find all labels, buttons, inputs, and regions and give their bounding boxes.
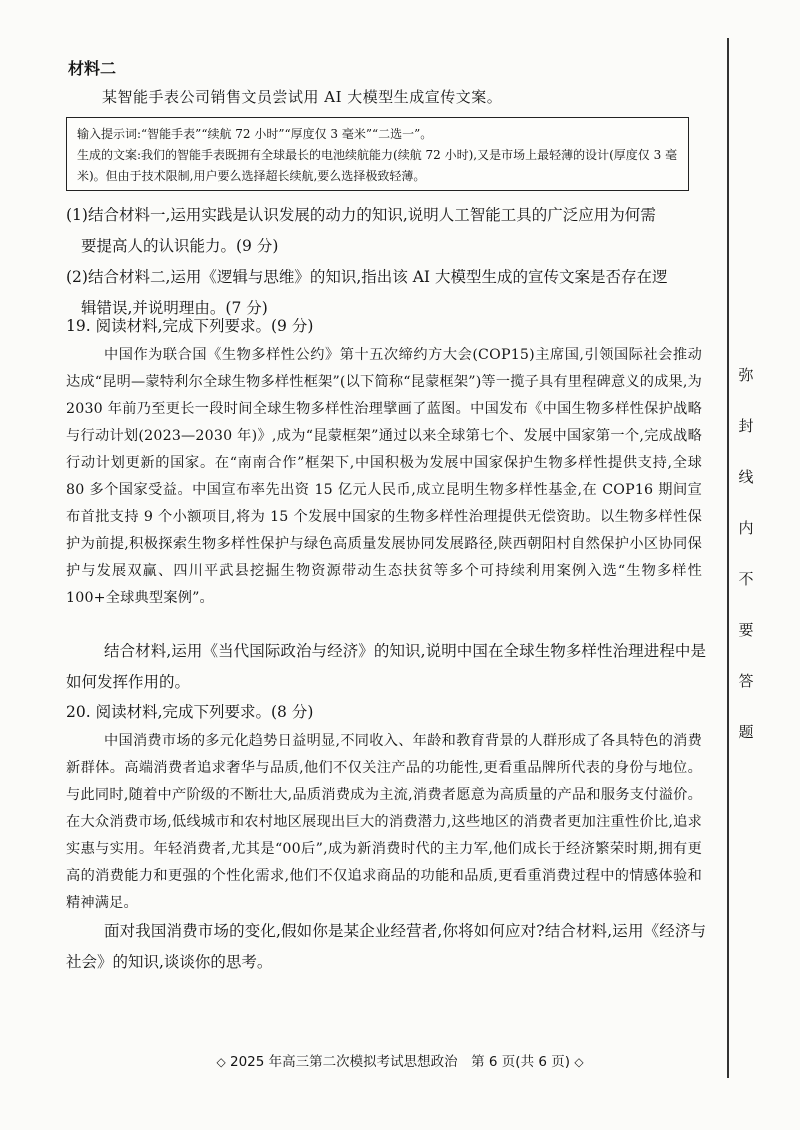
seal-char: 封 xyxy=(738,417,754,435)
question-20-heading: 20. 阅读材料,完成下列要求。(8 分) xyxy=(66,703,314,721)
ai-prompt-line: 输入提示词:“智能手表”“续航 72 小时”“厚度仅 3 毫米”“二选一”。 xyxy=(77,127,433,141)
seal-line-label xyxy=(736,350,756,758)
seal-char: 线 xyxy=(738,468,754,486)
question-20-material: 中国消费市场的多元化趋势日益明显,不同收入、年龄和教育背景的人群形成了各具特色的消费新群体。高端消费者追求奢华与品质,他们不仅关注产品的功能性,更看重品牌所代表的身份与地位。与此同时,随着中产阶级的不断壮大,品质消费成为主流,消费者愿意为高质量的产品和服务支付溢价。在大众消费市场,低线城市和农村地区展现出巨大的消费潜力,这些地区的消费者更加注重性价比,追求实惠与实用。年轻消费者,尤其是“00后”,成为新消费时代的主力军,他们成长于经济繁荣时期,拥有更高的消费能力和更强的个性化需求,他们不仅追求商品的功能和品质,更看重消费过程中的情感体验和精神满足。 xyxy=(66,733,702,911)
seal-line xyxy=(727,38,729,1078)
seal-char: 要 xyxy=(738,621,754,639)
diamond-icon: ◇ xyxy=(574,1055,584,1069)
material-title: 材料二 xyxy=(68,59,117,78)
seal-char: 答 xyxy=(738,672,754,690)
seal-char: 题 xyxy=(738,723,754,741)
question-18-parts xyxy=(66,200,726,324)
q18-part2-line1: (2)结合材料二,运用《逻辑与思维》的知识,指出该 AI 大模型生成的宣传文案是否存在逻 xyxy=(66,268,668,286)
ai-prompt-box xyxy=(66,117,689,191)
q18-part1-line2: 要提高人的认识能力。(9 分) xyxy=(81,237,279,255)
ai-output-text: 生成的文案:我们的智能手表既拥有全球最长的电池续航能力(续航 72 小时),又是市场上最轻薄的设计(厚度仅 3 毫米)。但由于技术限制,用户要么选择超长续航,要么选择极致轻薄。 xyxy=(77,148,678,183)
q18-part1-line1: (1)结合材料一,运用实践是认识发展的动力的知识,说明人工智能工具的广泛应用为何需 xyxy=(66,206,656,224)
page-footer xyxy=(0,1050,800,1070)
question-19-material: 中国作为联合国《生物多样性公约》第十五次缔约方大会(COP15)主席国,引领国际社会推动达成“昆明—蒙特利尔全球生物多样性框架”(以下简称“昆蒙框架”)等一揽子具有里程碑意义的成果,为 2030 年前乃至更长一段时间全球生物多样性治理擘画了蓝图。中国发布《中国生物多样性保护战略与行动计划(2023—2030 年)》,成为“昆蒙框架”通过以来全球第七个、发展中国家第一个,完成战略行动计划更新的国家。在“南南合作”框架下,中国积极为发展中国家保护生物多样性提供支持,全球 80 多个国家受益。中国宣布率先出资 15 亿元人民币,成立昆明生物多样性基金,在 COP16 期间宣布首批支持 9 个小额项目,将为 15 个发展中国家的生物多样性治理提供无偿资助。以生物多样性保护为前提,积极探索生物多样性保护与绿色高质量发展协同发展路径,陕西朝阳村自然保护小区协同保护与发展双赢、四川平武县挖掘生物资源带动生态扶贫等多个可持续利用案例入选“生物多样性 100+全球典型案例”。 xyxy=(66,347,702,606)
material-intro: 某智能手表公司销售文员尝试用 AI 大模型生成宣传文案。 xyxy=(102,88,503,106)
question-19-task: 结合材料,运用《当代国际政治与经济》的知识,说明中国在全球生物多样性治理进程中是如何发挥作用的。 xyxy=(66,642,706,691)
footer-text: 2025 年高三第二次模拟考试思想政治 第 6 页(共 6 页) xyxy=(229,1054,571,1070)
q18-part2-line2: 辑错误,并说明理由。(7 分) xyxy=(81,299,268,317)
diamond-icon: ◇ xyxy=(216,1055,226,1069)
seal-char: 不 xyxy=(738,570,754,588)
question-20-task: 面对我国消费市场的变化,假如你是某企业经营者,你将如何应对?结合材料,运用《经济与社会》的知识,谈谈你的思考。 xyxy=(66,922,706,971)
question-19-heading: 19. 阅读材料,完成下列要求。(9 分) xyxy=(66,317,314,335)
seal-char: 弥 xyxy=(738,366,754,384)
seal-char: 内 xyxy=(738,519,754,537)
